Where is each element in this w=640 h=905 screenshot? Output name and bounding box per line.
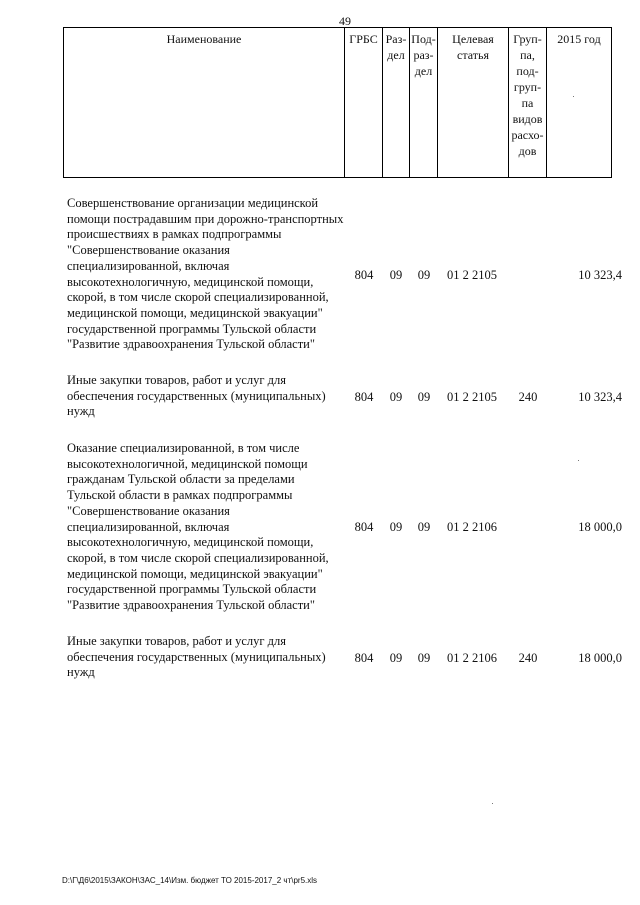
header-target: Целевая статья xyxy=(438,28,509,177)
row-subsection: 09 xyxy=(417,651,431,665)
file-path-footer: D:\Г\Д6\2015\ЗАКОН\ЗАС_14\Изм. бюджет ТО 2015-2017_2 чт\pr5.xls xyxy=(62,876,318,885)
row-target: 01 2 2106 xyxy=(447,651,497,665)
scan-speck xyxy=(492,803,493,804)
table-header xyxy=(63,27,612,178)
row-target: 01 2 2105 xyxy=(447,268,497,282)
row-name: Оказание специализированной, в том числе высокотехнологичной, медицинской помощи гражданам Тульской области за пределами Тульской области в рамках подпрограммы "Совершенствование оказания специализированной, включая высокотехнологичную, медицинской помощи, скорой, в том числе скорой специализированной, медицинской помощи, медицинской эвакуации" государственной программы Тульской области "Развитие здравоохранения Тульской области" xyxy=(67,441,329,613)
row-subsection: 09 xyxy=(417,520,431,534)
row-target: 01 2 2105 xyxy=(447,390,497,404)
row-amount: 10 323,4 xyxy=(578,268,622,282)
row-grbs: 804 xyxy=(354,651,374,665)
row-subsection: 09 xyxy=(417,268,431,282)
row-grbs: 804 xyxy=(354,268,374,282)
row-section: 09 xyxy=(389,520,403,534)
row-subsection: 09 xyxy=(417,390,431,404)
row-group: 240 xyxy=(518,651,538,665)
header-group: Груп- па, под- груп- па видов расхо- дов xyxy=(509,28,547,177)
row-amount: 18 000,0 xyxy=(578,651,622,665)
row-target: 01 2 2106 xyxy=(447,520,497,534)
header-year: 2015 год xyxy=(557,32,601,46)
scan-speck xyxy=(578,460,579,461)
header-name: Наименование xyxy=(64,28,345,177)
row-section: 09 xyxy=(389,390,403,404)
scan-speck xyxy=(573,96,574,97)
row-group: 240 xyxy=(518,390,538,404)
header-section: Раз- дел xyxy=(383,28,410,177)
row-name: Иные закупки товаров, работ и услуг для обеспечения государственных (муниципальных) нужд xyxy=(67,634,326,680)
row-amount: 18 000,0 xyxy=(578,520,622,534)
row-section: 09 xyxy=(389,268,403,282)
row-name: Совершенствование организации медицинской помощи пострадавшим при дорожно-транспортных происшествиях в рамках подпрограммы "Совершенствование оказания специализированной, включая высокотехнологичную, медицинской помощи, скорой, в том числе скорой специализированной, медицинской помощи, медицинской эвакуации" государственной программы Тульской области "Развитие здравоохранения Тульской области" xyxy=(67,196,344,352)
row-name: Иные закупки товаров, работ и услуг для обеспечения государственных (муниципальных) нужд xyxy=(67,373,326,419)
row-grbs: 804 xyxy=(354,390,374,404)
header-grbs: ГРБС xyxy=(345,28,383,177)
row-amount: 10 323,4 xyxy=(578,390,622,404)
header-subsection: Под- раз- дел xyxy=(410,28,438,177)
row-section: 09 xyxy=(389,651,403,665)
row-grbs: 804 xyxy=(354,520,374,534)
page-number: 49 xyxy=(339,14,351,28)
